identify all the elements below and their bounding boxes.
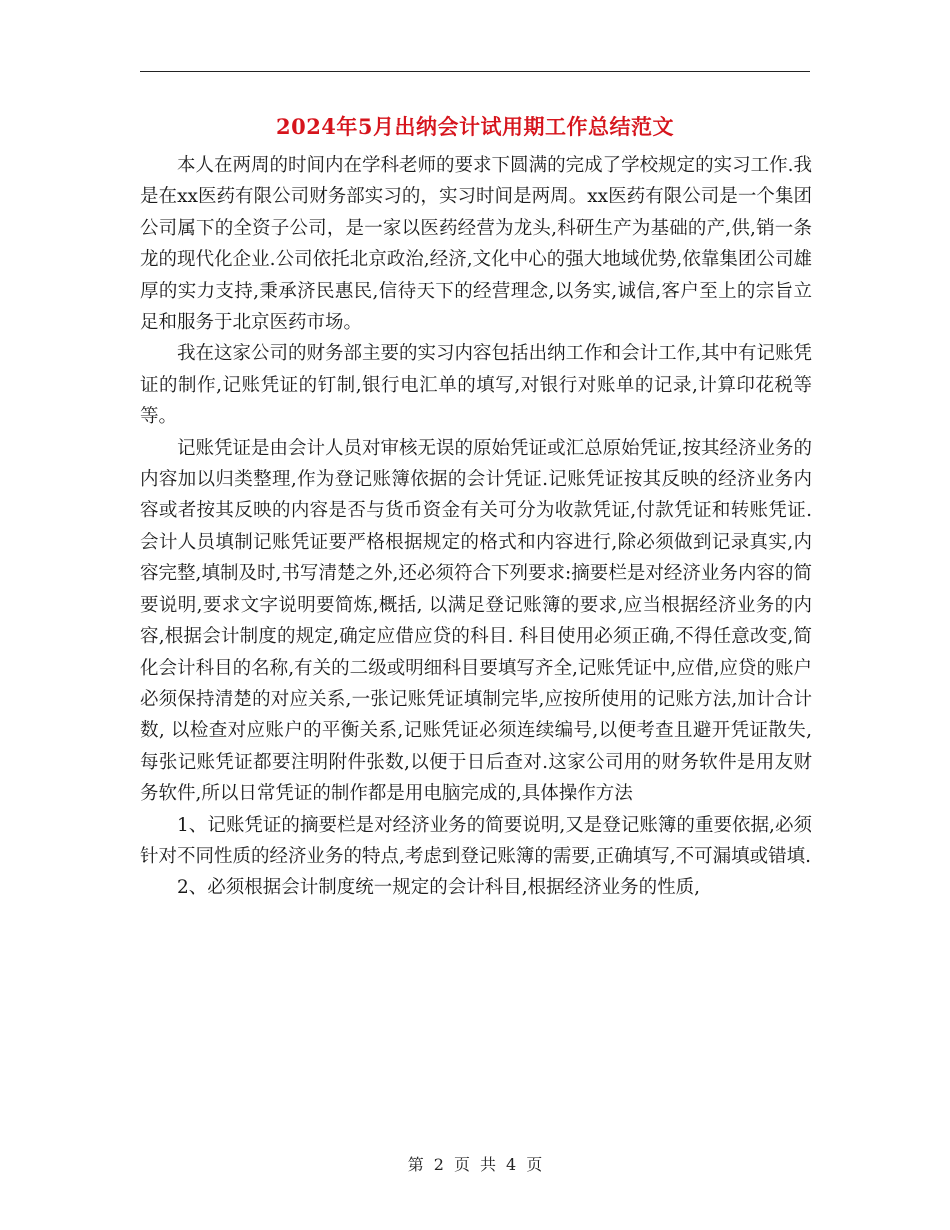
header-rule bbox=[140, 71, 810, 72]
paragraph-item-2: 2、必须根据会计制度统一规定的会计科目,根据经济业务的性质, bbox=[177, 877, 701, 899]
footer-prefix: 第 bbox=[407, 1155, 424, 1174]
footer-total-pages: 4 bbox=[506, 1155, 517, 1174]
document-title: 2024年5月出纳会计试用期工作总结范文 bbox=[275, 114, 675, 139]
footer-current-page: 2 bbox=[433, 1155, 444, 1174]
footer-total-word: 共 bbox=[480, 1155, 497, 1174]
paragraph-intro: 本人在两周的时间内在学科老师的要求下圆满的完成了学校规定的实习工作.我是在xx医药有限公司财务部实习的，实习时间是两周。xx医药有限公司是一个集团公司属下的全资子公司，是一家以医药经营为龙头,科研生产为基础的产,供,销一条龙的现代化企业.公司依托北京政治,经济,文化中心的强大地域优势,依靠集团公司雄厚的实力支持,秉承济民惠民,信待天下的经营理念,以务实,诚信,客户至上的宗旨立足和服务于北京医药市场。 bbox=[140, 155, 812, 334]
page-footer bbox=[0, 1153, 950, 1177]
paragraph-item-1: 1、记账凭证的摘要栏是对经济业务的简要说明,又是登记账簿的重要依据,必须针对不同性质的经济业务的特点,考虑到登记账簿的需要,正确填写,不可漏填或错填. bbox=[140, 814, 812, 867]
footer-page-word: 页 bbox=[453, 1155, 470, 1174]
document-body bbox=[140, 150, 812, 904]
paragraph-internship-content: 我在这家公司的财务部主要的实习内容包括出纳工作和会计工作,其中有记账凭证的制作,记账凭证的钉制,银行电汇单的填写,对银行对账单的记录,计算印花税等等。 bbox=[140, 343, 812, 428]
paragraph-voucher-rules: 记账凭证是由会计人员对审核无误的原始凭证或汇总原始凭证,按其经济业务的内容加以归类整理,作为登记账簿依据的会计凭证.记账凭证按其反映的经济业务内容或者按其反映的内容是否与货币资金有关可分为收款凭证,付款凭证和转账凭证.会计人员填制记账凭证要严格根据规定的格式和内容进行,除必须做到记录真实,内容完整,填制及时,书写清楚之外,还必须符合下列要求:摘要栏是对经济业务内容的简要说明,要求文字说明要简炼,概括, 以满足登记账簿的要求,应当根据经济业务的内容,根据会计制度的规定,确定应借应贷的科目. 科目使用必须正确,不得任意改变,简化会计科目的名称,有关的二级或明细科目要填写齐全,记账凭证中,应借,应贷的账户必须保持清楚的对应关系,一张记账凭证填制完毕,应按所使用的记账方法,加计合计数, 以检查对应账户的平衡关系,记账凭证必须连续编号,以便考查且避开凭证散失,每张记账凭证都要注明附件张数,以便于日后查对.这家公司用的财务软件是用友财务软件,所以日常凭证的制作都是用电脑完成的,具体操作方法 bbox=[140, 437, 812, 805]
footer-suffix: 页 bbox=[526, 1155, 543, 1174]
